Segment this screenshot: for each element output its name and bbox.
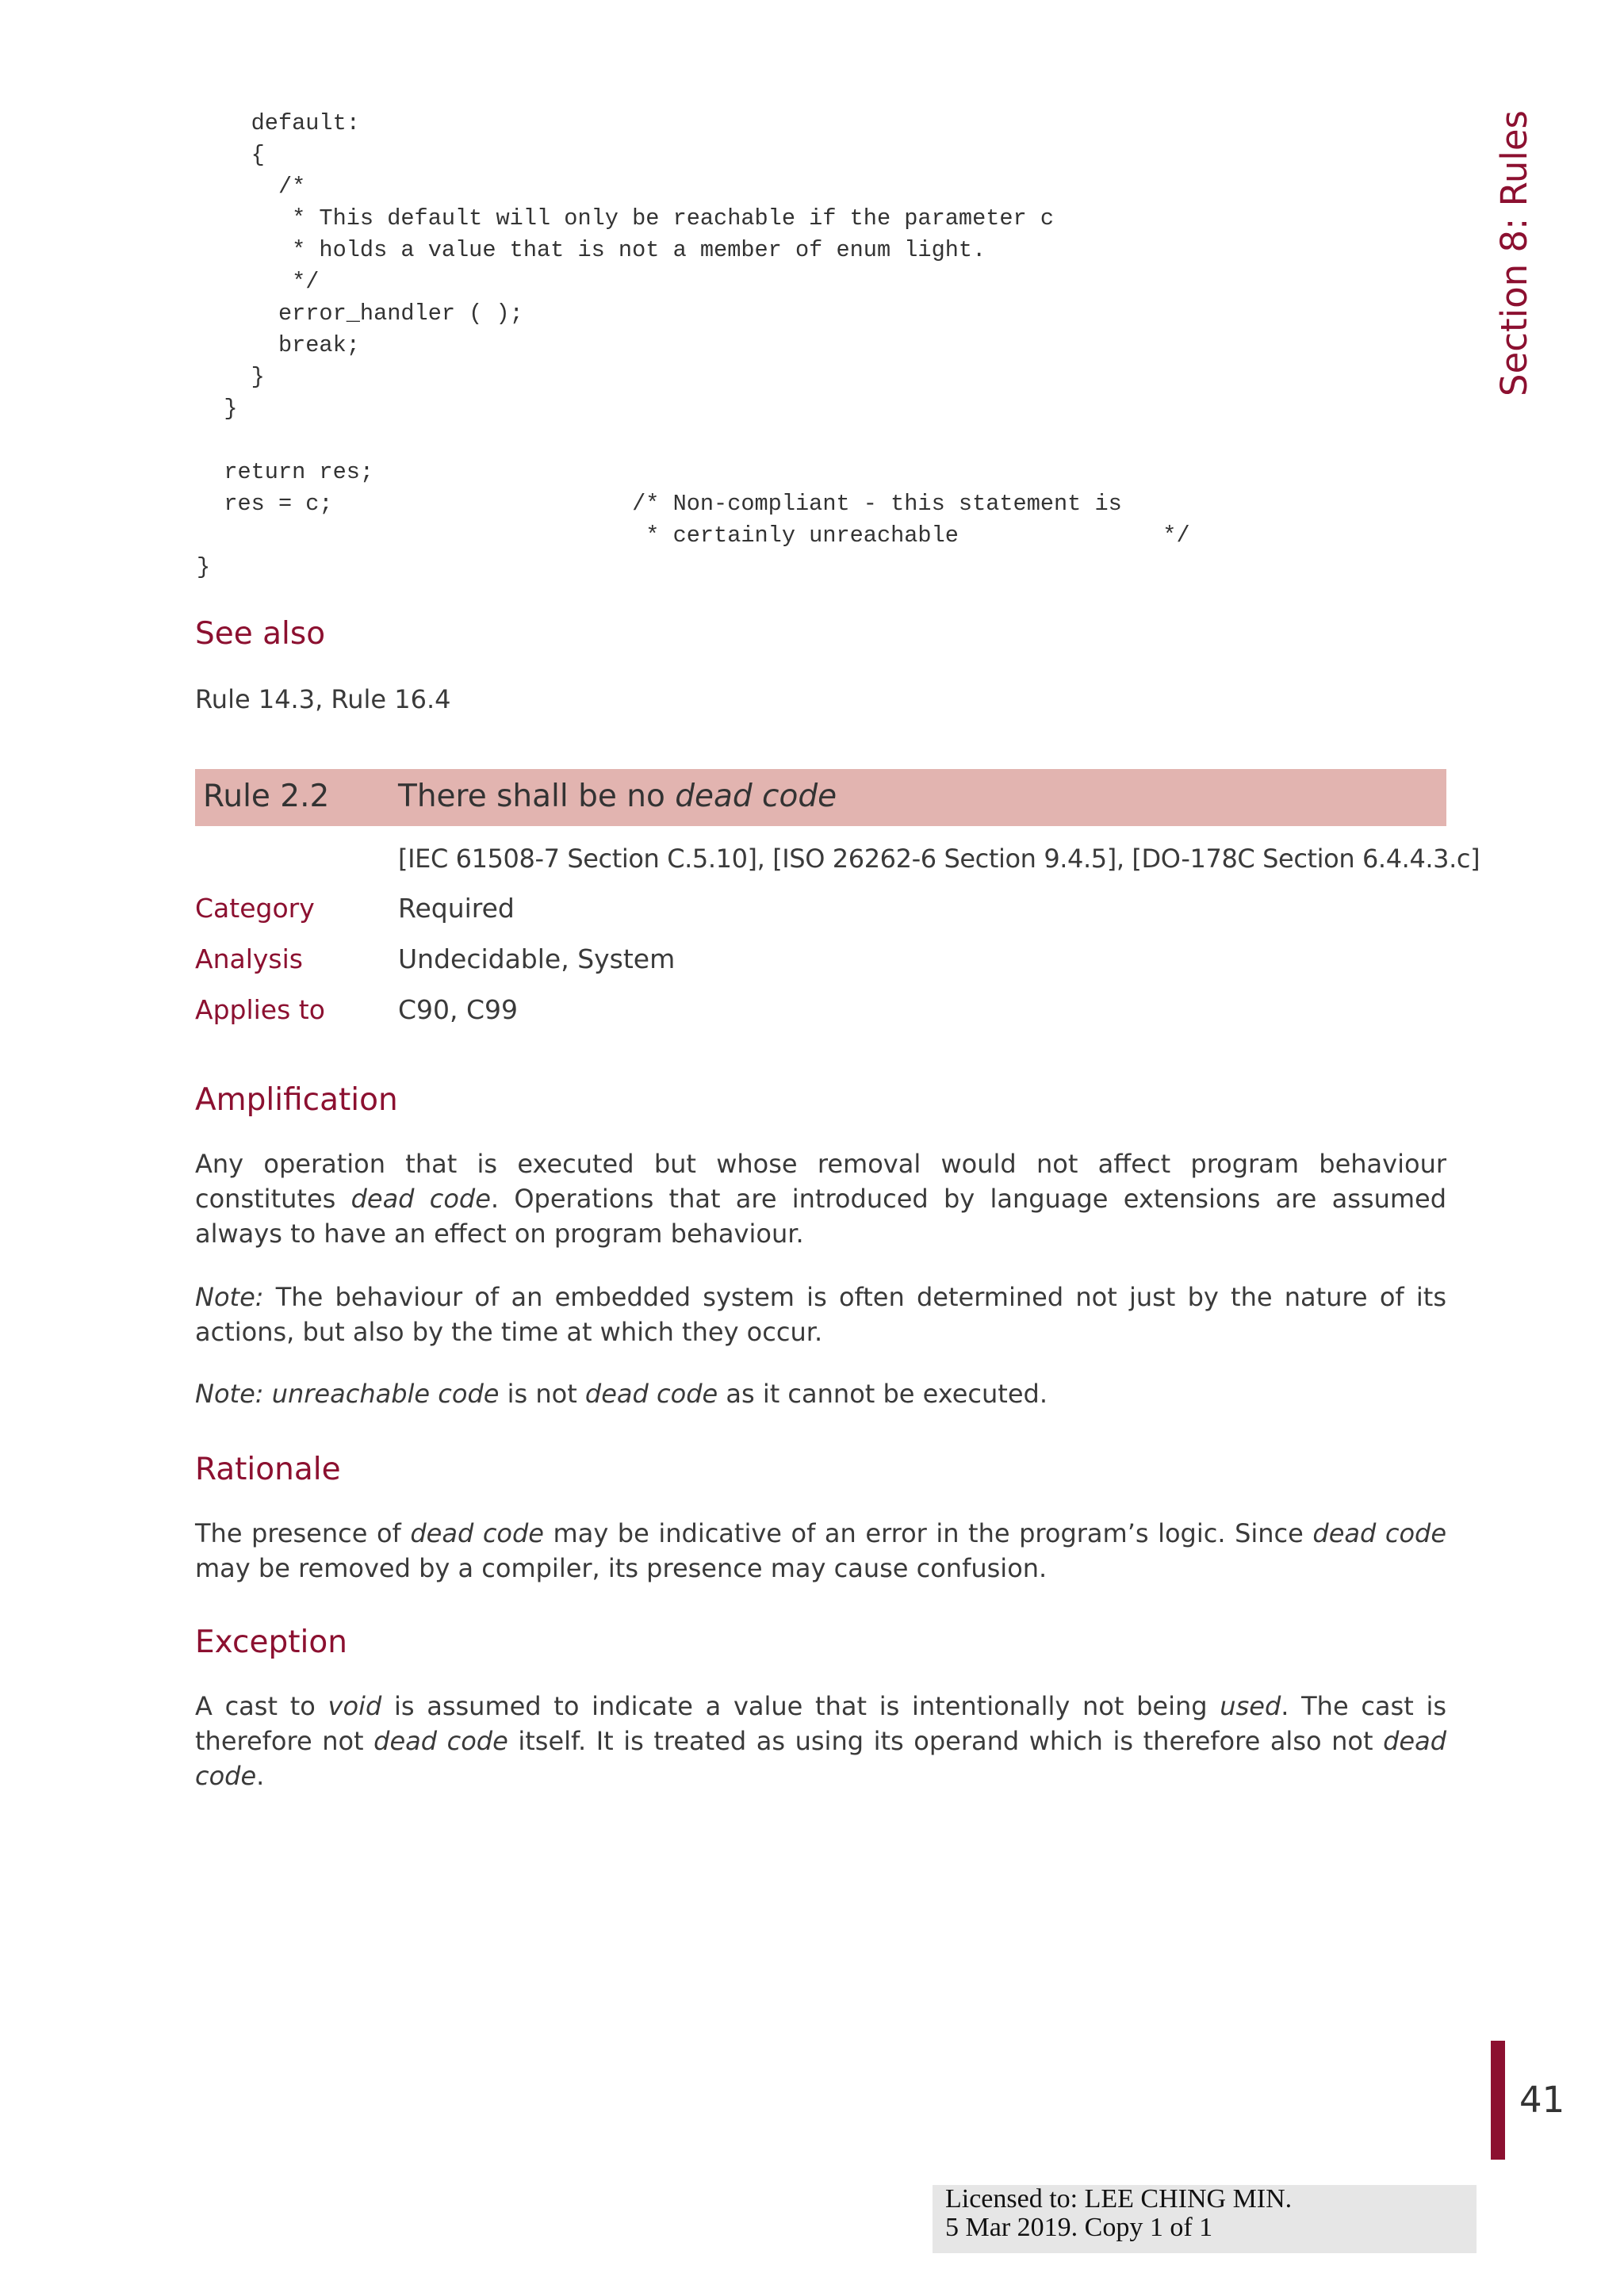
page-number: 41 [1519, 2079, 1565, 2121]
rationale-emphasis: dead code [410, 1518, 544, 1548]
license-line-2: 5 Mar 2019. Copy 1 of 1 [945, 2213, 1213, 2242]
analysis-label: Analysis [195, 943, 303, 974]
exception-emphasis: void [327, 1691, 382, 1721]
exception-text: . [256, 1761, 265, 1791]
amplification-heading: Amplification [195, 1082, 398, 1118]
analysis-value: Undecidable, System [398, 943, 676, 974]
note-timing-text: The behaviour of an embedded system is often determined not just by the nature of its actions, but also by the time at which they occur. [195, 1282, 1446, 1347]
license-line-1: Licensed to: LEE CHING MIN. [945, 2184, 1293, 2214]
rule-header-bar [195, 769, 1446, 826]
exception-emphasis: dead code [195, 1726, 1447, 1791]
note-unreachable-end: as it cannot be executed. [718, 1379, 1048, 1409]
note-timing [195, 1280, 1446, 1349]
rationale-emphasis: dead code [1312, 1518, 1447, 1548]
exception-text: itself. It is treated as using its operand which is therefore also not [508, 1726, 1384, 1756]
note-label: Note: [195, 1282, 264, 1312]
exception-emphasis: used [1220, 1691, 1281, 1721]
note-dead-code-emphasis: dead code [584, 1379, 718, 1409]
rule-title [398, 779, 837, 814]
applies-to-value: C90, C99 [398, 994, 519, 1025]
note-unreachable-text: is not [499, 1379, 585, 1409]
amplification-text-2: . Operations that are introduced by language extensions are assumed always to have an effect on program behaviour. [195, 1184, 1447, 1249]
see-also-heading: See also [195, 616, 326, 652]
exception-text: A cast to [195, 1691, 328, 1721]
amplification-emphasis: dead code [350, 1184, 491, 1214]
amplification-text-1: Any operation that is executed but whose removal would not affect program behaviour constitutes [195, 1149, 1446, 1214]
applies-to-label: Applies to [195, 994, 325, 1025]
exception-emphasis: dead code [373, 1726, 508, 1756]
rationale-heading: Rationale [195, 1452, 341, 1487]
rule-number: Rule 2.2 [203, 779, 330, 814]
see-also-text: Rule 14.3, Rule 16.4 [195, 684, 451, 714]
rule-title-text: There shall be no [398, 779, 676, 814]
page-number-bar [1491, 2041, 1505, 2160]
license-stamp [933, 2185, 1477, 2253]
amplification-paragraph [195, 1146, 1446, 1251]
rationale-text: may be indicative of an error in the program’s logic. Since [544, 1518, 1313, 1548]
rule-title-emphasis: dead code [675, 779, 837, 814]
category-label: Category [195, 893, 315, 924]
code-example: default: { /* * This default will only be reachable if the parameter c * holds a value that is not a member of enum light. */ error_handler ( ); break; } } return res; res = c; /* Non-compliant - this statement is * certainly unreachable */ } [197, 110, 1190, 580]
rationale-paragraph [195, 1516, 1446, 1586]
note-unreachable [195, 1376, 1446, 1411]
exception-heading: Exception [195, 1624, 347, 1660]
rationale-text: may be removed by a compiler, its presence may cause confusion. [195, 1553, 1048, 1583]
note-unreachable-emphasis: unreachable code [263, 1379, 500, 1409]
section-side-title: Section 8: Rules [1493, 110, 1535, 396]
note-label: Note: [195, 1379, 264, 1409]
exception-text: . The cast is therefore not [195, 1691, 1447, 1756]
rule-references: [IEC 61508-7 Section C.5.10], [ISO 26262-6 Section 9.4.5], [DO-178C Section 6.4.4.3.c] [398, 844, 1480, 874]
exception-paragraph [195, 1689, 1446, 1793]
category-value: Required [398, 893, 515, 924]
rationale-text: The presence of [195, 1518, 411, 1548]
exception-text: is assumed to indicate a value that is intentionally not being [381, 1691, 1220, 1721]
